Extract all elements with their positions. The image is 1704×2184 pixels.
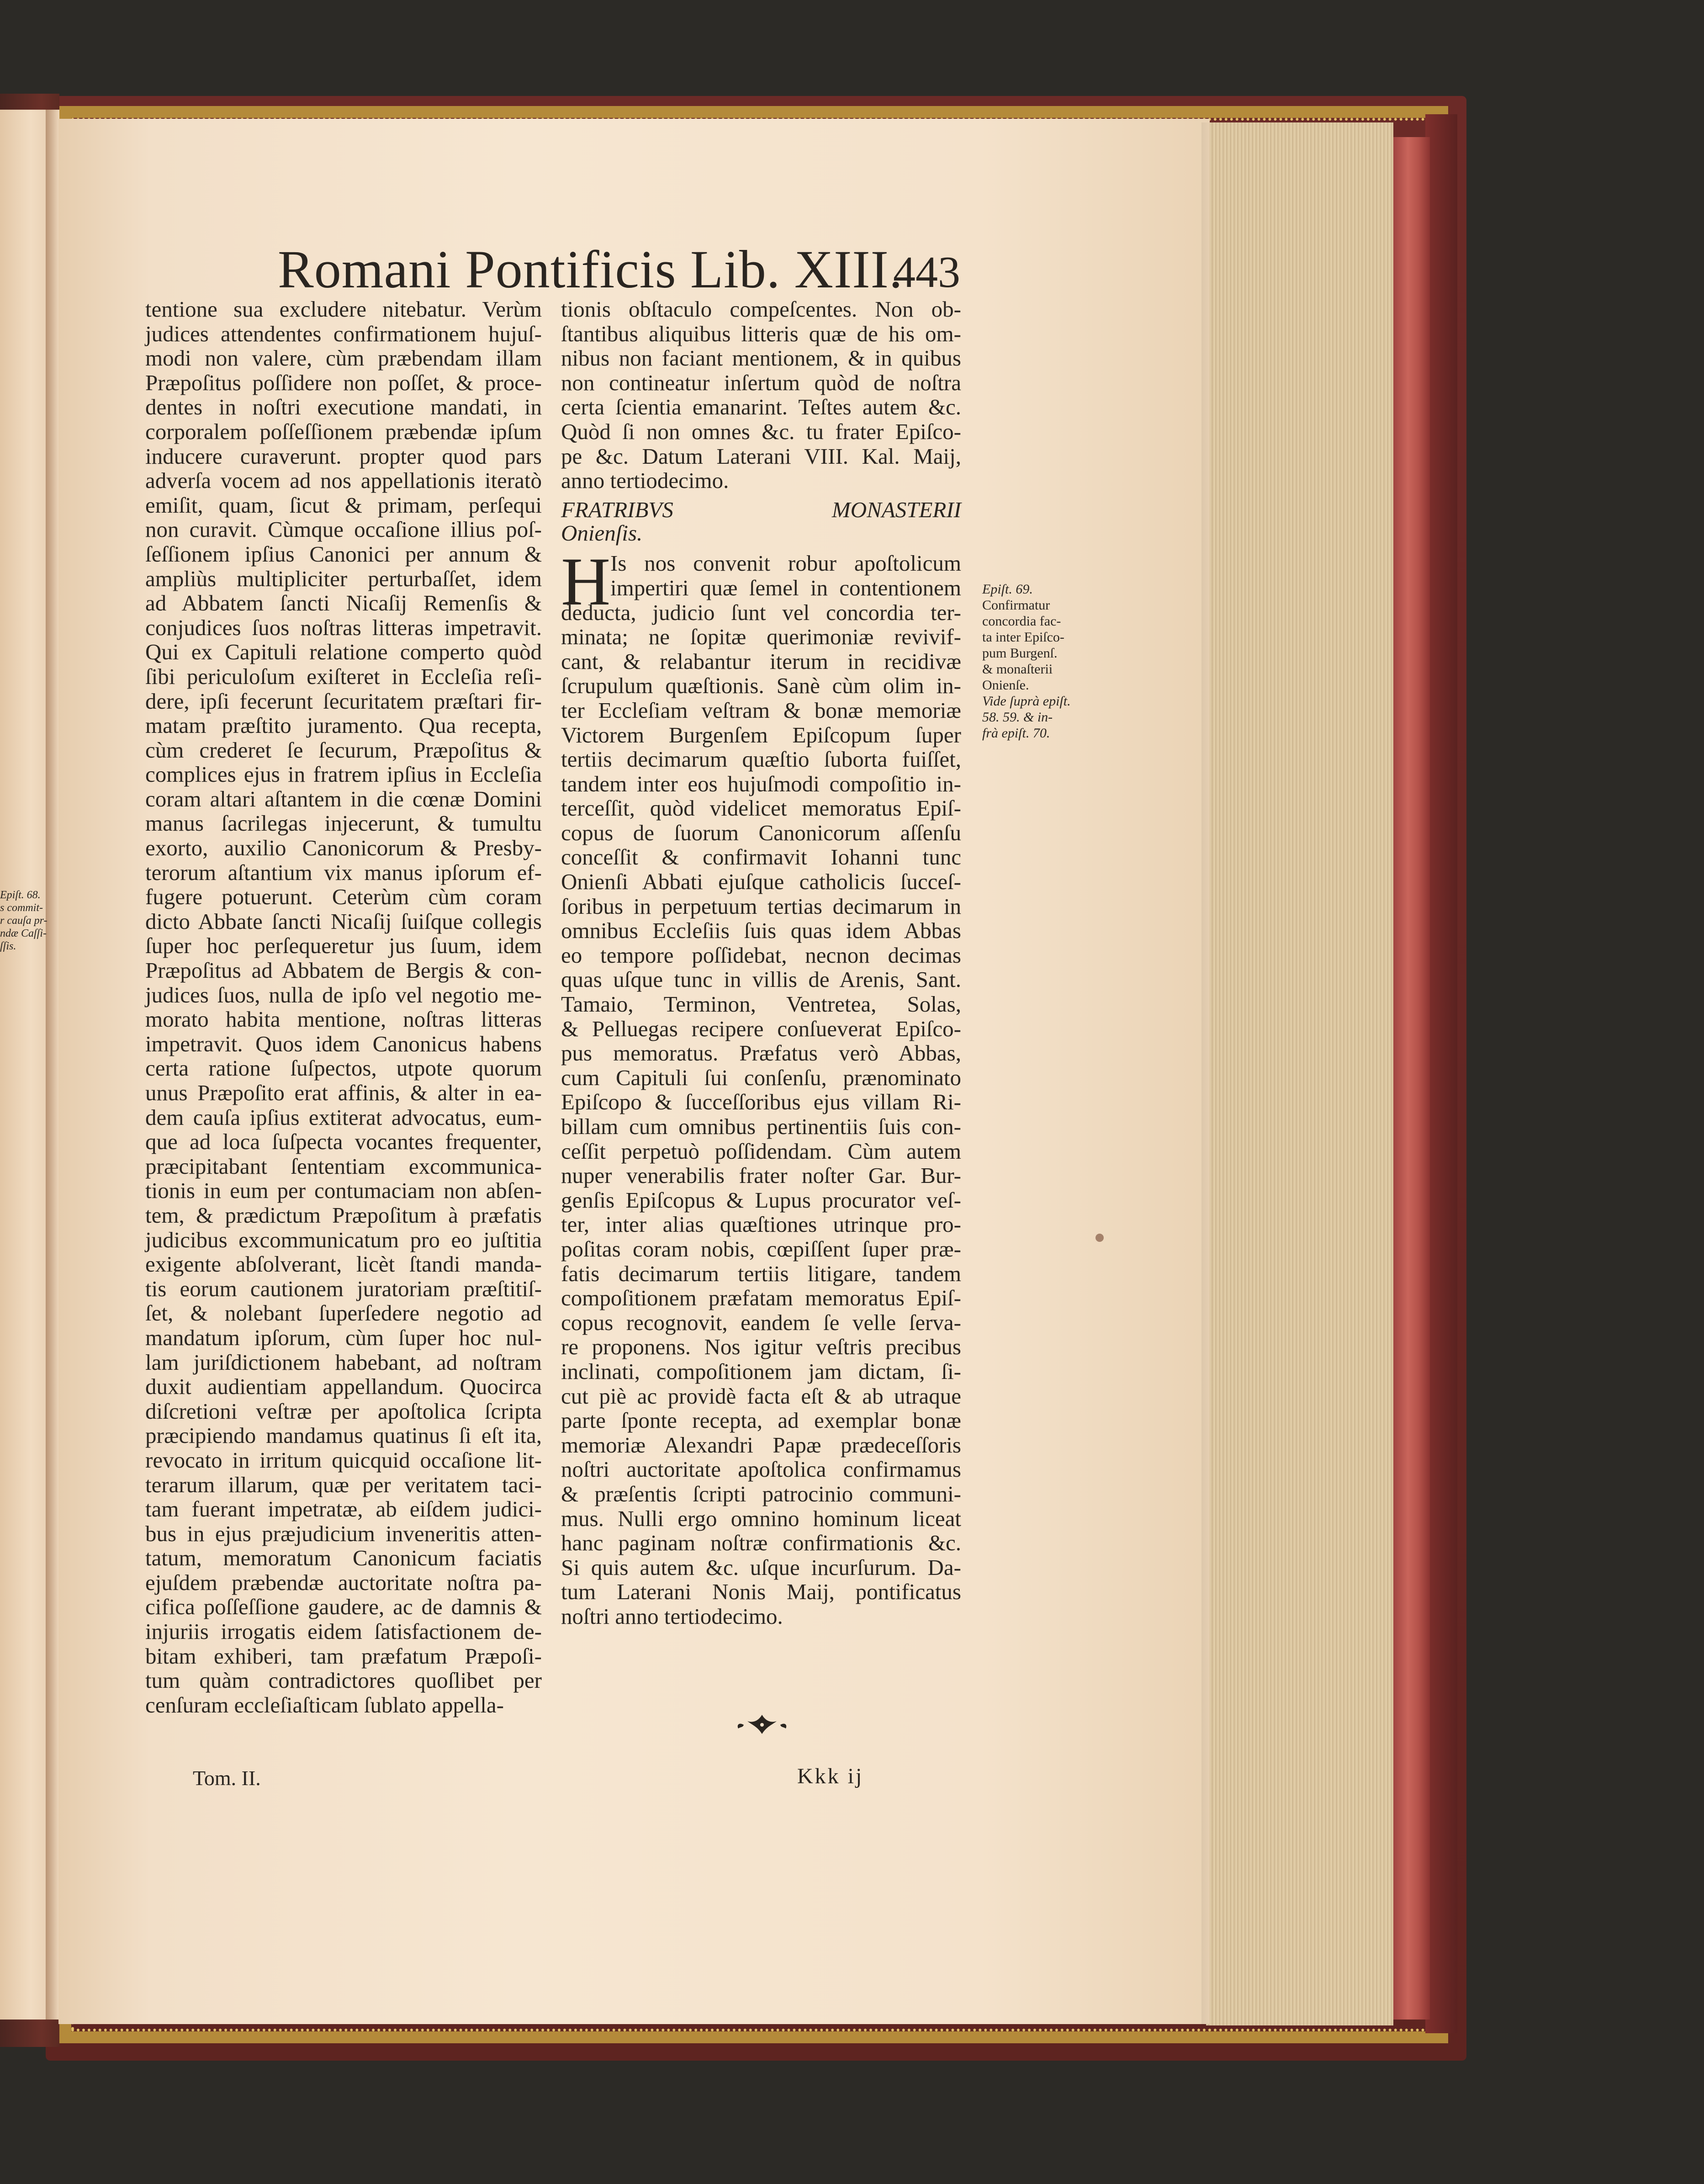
- text-line: tum Laterani Nonis Maij, pontificatus: [561, 1579, 961, 1605]
- text-line: cant, & relabantur iterum in recidivæ: [561, 648, 961, 674]
- text-line: matam præſtito juramento. Qua recepta,: [145, 713, 542, 738]
- gathering-signature: Kkk ij: [797, 1764, 864, 1788]
- text-line: terarum illarum, quæ per veritatem taci-: [145, 1472, 542, 1497]
- text-line: poſitas coram nobis, cœpiſſent ſuper præ-: [561, 1236, 961, 1262]
- text-line: minata; ne ſopitæ querimoniæ revivif-: [561, 624, 961, 650]
- text-line: pus memoratus. Præfatus verò Abbas,: [561, 1040, 961, 1066]
- text-line: revocato in irritum quicquid occaſione lit-: [145, 1447, 542, 1473]
- text-line: noſtri anno tertiodecimo.: [561, 1603, 783, 1629]
- marbled-endpaper: [1393, 137, 1430, 2020]
- text-line: nibus non faciant mentionem, & in quibus: [561, 345, 961, 371]
- text-line: ſeſſionem ipſius Canonici per annum &: [145, 541, 542, 567]
- text-line: dentes in noſtri executione mandati, in: [145, 394, 542, 420]
- text-line: ſcrupulum quæſtionis. Sanè cùm olim in-: [561, 673, 961, 699]
- text-line: pe &c. Datum Laterani VIII. Kal. Maij,: [561, 443, 961, 469]
- text-line: mus. Nulli ergo omnino hominum liceat: [561, 1505, 961, 1531]
- text-line: genſis Epiſcopus & Lupus procurator veſ-: [561, 1187, 961, 1213]
- page-fore-edge: [1206, 122, 1393, 2025]
- binding-edge: [1425, 114, 1457, 2033]
- text-line: manus ſacrilegas injecerunt, & tumultu: [145, 811, 542, 836]
- text-line: impetravit. Quos idem Canonicus habens: [145, 1031, 542, 1056]
- text-line: Qui ex Capituli relatione comperto quòd: [145, 639, 542, 665]
- margin-note-line: Vide ſuprà epiſt.: [982, 694, 1071, 709]
- letter-body: [561, 551, 961, 1628]
- text-line: nuper venerabilis frater noſter Gar. Bur-: [561, 1163, 961, 1188]
- text-line: tentione sua excludere nitebatur. Verùm: [145, 297, 542, 322]
- text-line: corporalem poſſeſſionem præbendæ ipſum: [145, 419, 542, 444]
- left-margin-line: s commit-: [0, 902, 43, 914]
- gutter-shadow: [46, 110, 59, 2020]
- text-line: ampliùs multipliciter perturbaſſet, idem: [145, 566, 542, 591]
- text-line: ter, inter alias quæſtiones utrinque pro-: [561, 1212, 961, 1237]
- left-column: [145, 297, 542, 1717]
- text-line: unus Præpoſito erat affinis, & alter in ea-: [145, 1080, 542, 1105]
- text-line: que ad loca ſuſpecta vocantes frequenter,: [145, 1129, 542, 1155]
- text-line: non curavit. Cùmque occaſione illius poſ-: [145, 517, 542, 542]
- text-line: ſtantibus aliquibus litteris quæ de his om-: [561, 321, 961, 346]
- text-line: terorum aſtantium vix manus ipſorum ef-: [145, 859, 542, 885]
- text-line: ſibi periculoſum exiſteret in Eccleſia reſi-: [145, 663, 542, 689]
- text-line: impertiri quæ ſemel in contentionem: [610, 575, 961, 600]
- text-line: lam juriſdictionem habebant, ad noſtram: [145, 1349, 542, 1375]
- text-line: ter Eccleſiam veſtram & bonæ memoriæ: [561, 697, 961, 723]
- text-line: cut piè ac providè facta eſt & ab utraque: [561, 1383, 961, 1409]
- text-line: inclinati, compoſitionem jam dictam, ſi-: [561, 1358, 961, 1384]
- text-line: inducere curaverunt. propter quod pars: [145, 443, 542, 469]
- margin-note-line: Onienſe.: [982, 678, 1029, 693]
- text-line: judicibus excommunicatum pro eo juſtitia: [145, 1227, 542, 1252]
- margin-note-line: frà epiſt. 70.: [982, 726, 1050, 741]
- text-line: emiſit, quam, ſicut & primam, perſequi: [145, 492, 542, 518]
- margin-note-line: ta inter Epiſco-: [982, 630, 1064, 645]
- text-line: noſtri auctoritate apoſtolica confirmamus: [561, 1457, 961, 1482]
- text-line: ſuper hoc perſequeretur jus ſuum, idem: [145, 933, 542, 959]
- text-line: deducta, judicio ſunt vel concordia ter-: [561, 599, 961, 625]
- text-line: exigente abſolverant, licèt ſtandi manda-: [145, 1251, 542, 1277]
- text-line: Victorem Burgenſem Epiſcopum ſuper: [561, 722, 961, 747]
- left-page-margin-note: [0, 889, 48, 953]
- running-head: Romani Pontificis Lib. XIII.: [278, 239, 903, 299]
- left-margin-line: ſſis.: [0, 940, 16, 952]
- text-line: ejuſdem præbendæ auctoritate noſtra pa-: [145, 1569, 542, 1595]
- text-line: judices ſuos, nulla de ipſo vel negotio me-: [145, 982, 542, 1007]
- text-line: billam cum omnibus pertinentiis ſuis con-: [561, 1114, 961, 1139]
- text-line: morato habita mentione, noſtras litteras: [145, 1007, 542, 1032]
- text-line: Epiſcopo & ſucceſſoribus ejus villam Ri-: [561, 1089, 961, 1115]
- text-line: præcipitabant ſententiam excommunica-: [145, 1153, 542, 1179]
- fleuron-ornament: [735, 1711, 789, 1739]
- text-line: mandatum ipſorum, cùm ſuper hoc nul-: [145, 1325, 542, 1350]
- left-page-edge: [0, 110, 51, 2020]
- text-line: parte ſponte recepta, ad exemplar bonæ: [561, 1408, 961, 1433]
- page-edge-shadow: [1201, 122, 1213, 2025]
- text-line: tertiis decimarum quæſtio ſuborta fuiſſet,: [561, 747, 961, 772]
- text-line: modi non valere, cùm præbendam illam: [145, 345, 542, 371]
- margin-note-line: & monaſterii: [982, 662, 1053, 677]
- text-line: injuriis irrogatis eidem ſatisfactionem de-: [145, 1619, 542, 1644]
- text-line: memoriæ Alexandri Papæ prædeceſſoris: [561, 1432, 961, 1458]
- text-line: & Pelluegas recipere conſueverat Epiſco-: [561, 1016, 961, 1041]
- text-line: diſcretioni veſtræ per apoſtolica ſcripta: [145, 1398, 542, 1424]
- margin-note-line: Epiſt. 69.: [982, 582, 1033, 597]
- text-line: bus in ejus præjudicium inveneritis atten-: [145, 1521, 542, 1546]
- text-line: anno tertiodecimo.: [561, 468, 729, 493]
- letter-subheading: Onienſis.: [561, 520, 643, 546]
- text-line: non contineatur inſertum quòd de noſtra: [561, 370, 961, 395]
- text-line: bitam exhiberi, tam præfatum Præpoſi-: [145, 1643, 542, 1669]
- text-line: ceſſit perpetuò poſſidendam. Cùm autem: [561, 1138, 961, 1164]
- text-line: fugere potuerunt. Ceterùm cùm coram: [145, 884, 542, 910]
- text-line: dicto Abbate ſancti Nicaſij ſuiſque collegis: [145, 908, 542, 934]
- text-line: duxit audientiam appellandum. Quocirca: [145, 1374, 542, 1399]
- text-line: Quòd ſi non omnes &c. tu frater Epiſco-: [561, 419, 961, 444]
- text-line: conjudices ſuos noſtras litteras impetravit.: [145, 615, 542, 640]
- text-line: re proponens. Nos igitur veſtris precibus: [561, 1334, 961, 1360]
- text-line: cum Capituli ſui conſenſu, prænominato: [561, 1065, 961, 1090]
- left-margin-line: r cauſa pr-: [0, 915, 48, 927]
- text-line: Præpoſitus poſſidere non poſſet, & proce-: [145, 370, 542, 395]
- text-line: judices attendentes confirmationem hujuſ-: [145, 321, 542, 346]
- text-line: tandem inter eos hujuſmodi compoſitio in-: [561, 771, 961, 796]
- text-line: ſet, & nolebant ſuperſedere negotio ad: [145, 1300, 542, 1326]
- page-number: 443: [893, 248, 960, 297]
- text-line: tatum, memoratum Canonicum faciatis: [145, 1545, 542, 1571]
- text-line: cifica poſſeſſione gaudere, ac de damnis &: [145, 1594, 542, 1620]
- text-line: tum quàm contradictores quoſlibet per: [145, 1668, 542, 1693]
- text-line: quas uſque tunc in villis de Arenis, Sant.: [561, 967, 961, 992]
- text-line: cenſuram eccleſiaſticam ſublato appella-: [145, 1692, 504, 1718]
- margin-note: [982, 581, 1071, 741]
- text-line: tionis in eum per contumaciam non abſen-: [145, 1178, 542, 1203]
- text-line: compoſitionem præfatam memoratus Epiſ-: [561, 1285, 961, 1311]
- text-line: Præpoſitus ad Abbatem de Bergis & con-: [145, 958, 542, 983]
- text-line: exorto, auxilio Canonicorum & Presby-: [145, 835, 542, 861]
- text-line: omnibus Eccleſiis ſuis quas idem Abbas: [561, 918, 961, 944]
- text-line: complices ejus in fratrem ipſius in Eccleſia: [145, 762, 542, 787]
- text-line: Si quis autem &c. uſque incurſurum. Da-: [561, 1554, 961, 1580]
- margin-note-line: pum Burgenſ.: [982, 646, 1058, 661]
- text-line: dem cauſa ipſius extiterat advocatus, eum-: [145, 1104, 542, 1130]
- text-line: copus recognovit, eandem ſe velle ſerva-: [561, 1309, 961, 1335]
- text-line: tionis obſtaculo compeſcentes. Non ob-: [561, 297, 961, 322]
- margin-note-line: Confirmatur: [982, 598, 1050, 613]
- ink-spot: [1095, 1234, 1104, 1242]
- text-line: Onienſi Abbati ejuſque catholicis ſucceſ-: [561, 869, 961, 895]
- text-line: tem, & prædictum Præpoſitum à præfatis: [145, 1202, 542, 1228]
- volume-signature: Tom. II.: [193, 1766, 261, 1790]
- text-line: certa ratione ſuſpectos, utpote quorum: [145, 1055, 542, 1081]
- margin-note-line: 58. 59. & in-: [982, 710, 1053, 725]
- text-line: præcipiendo mandamus quatinus ſi eſt ita,: [145, 1423, 542, 1448]
- text-line: adverſa vocem ad nos appellationis iteratò: [145, 468, 542, 493]
- text-line: fatis decimarum tertiis litigare, tandem: [561, 1261, 961, 1286]
- text-line: tam fuerant impetratæ, ab eiſdem judici-: [145, 1496, 542, 1522]
- text-line: Tamaio, Terminon, Ventretea, Solas,: [561, 991, 961, 1017]
- left-margin-line: Epiſt. 68.: [0, 889, 41, 901]
- left-margin-line: ndæ Caſſi-: [0, 928, 47, 939]
- text-line: Is nos convenit robur apoſtolicum: [610, 551, 961, 576]
- text-line: conceſſit & confirmavit Iohanni tunc: [561, 844, 961, 870]
- right-column-top: [561, 297, 961, 493]
- right-column: [561, 297, 961, 1628]
- margin-note-line: concordia fac-: [982, 614, 1061, 629]
- text-line: cùm crederet ſe ſecurum, Præpoſitus &: [145, 737, 542, 763]
- text-line: certa ſcientia emanarint. Teſtes autem &c.: [561, 394, 961, 420]
- text-line: coram altari aſtantem in die cœnæ Domini: [145, 786, 542, 811]
- text-line: eo tempore poſſidebat, necnon decimas: [561, 942, 961, 968]
- drop-cap: H: [561, 544, 611, 620]
- text-line: tis eorum cautionem juratoriam præſtitiſ-: [145, 1276, 542, 1301]
- text-line: terceſſit, quòd videlicet memoratus Epiſ-: [561, 795, 961, 821]
- text-line: & præſentis ſcripti patrocinio communi-: [561, 1481, 961, 1506]
- text-line: ſoribus in perpetuum tertias decimarum in: [561, 893, 961, 919]
- text-line: copus de ſuorum Canonicorum aſſenſu: [561, 820, 961, 845]
- text-line: hanc paginam noſtræ confirmationis &c.: [561, 1530, 961, 1556]
- letter-heading: FRATRIBVS MONASTERII: [561, 497, 961, 522]
- text-line: ad Abbatem ſancti Nicaſij Remenſis &: [145, 590, 542, 616]
- text-line: dere, ipſi fecerunt ſecuritatem præſtari fir-: [145, 688, 542, 714]
